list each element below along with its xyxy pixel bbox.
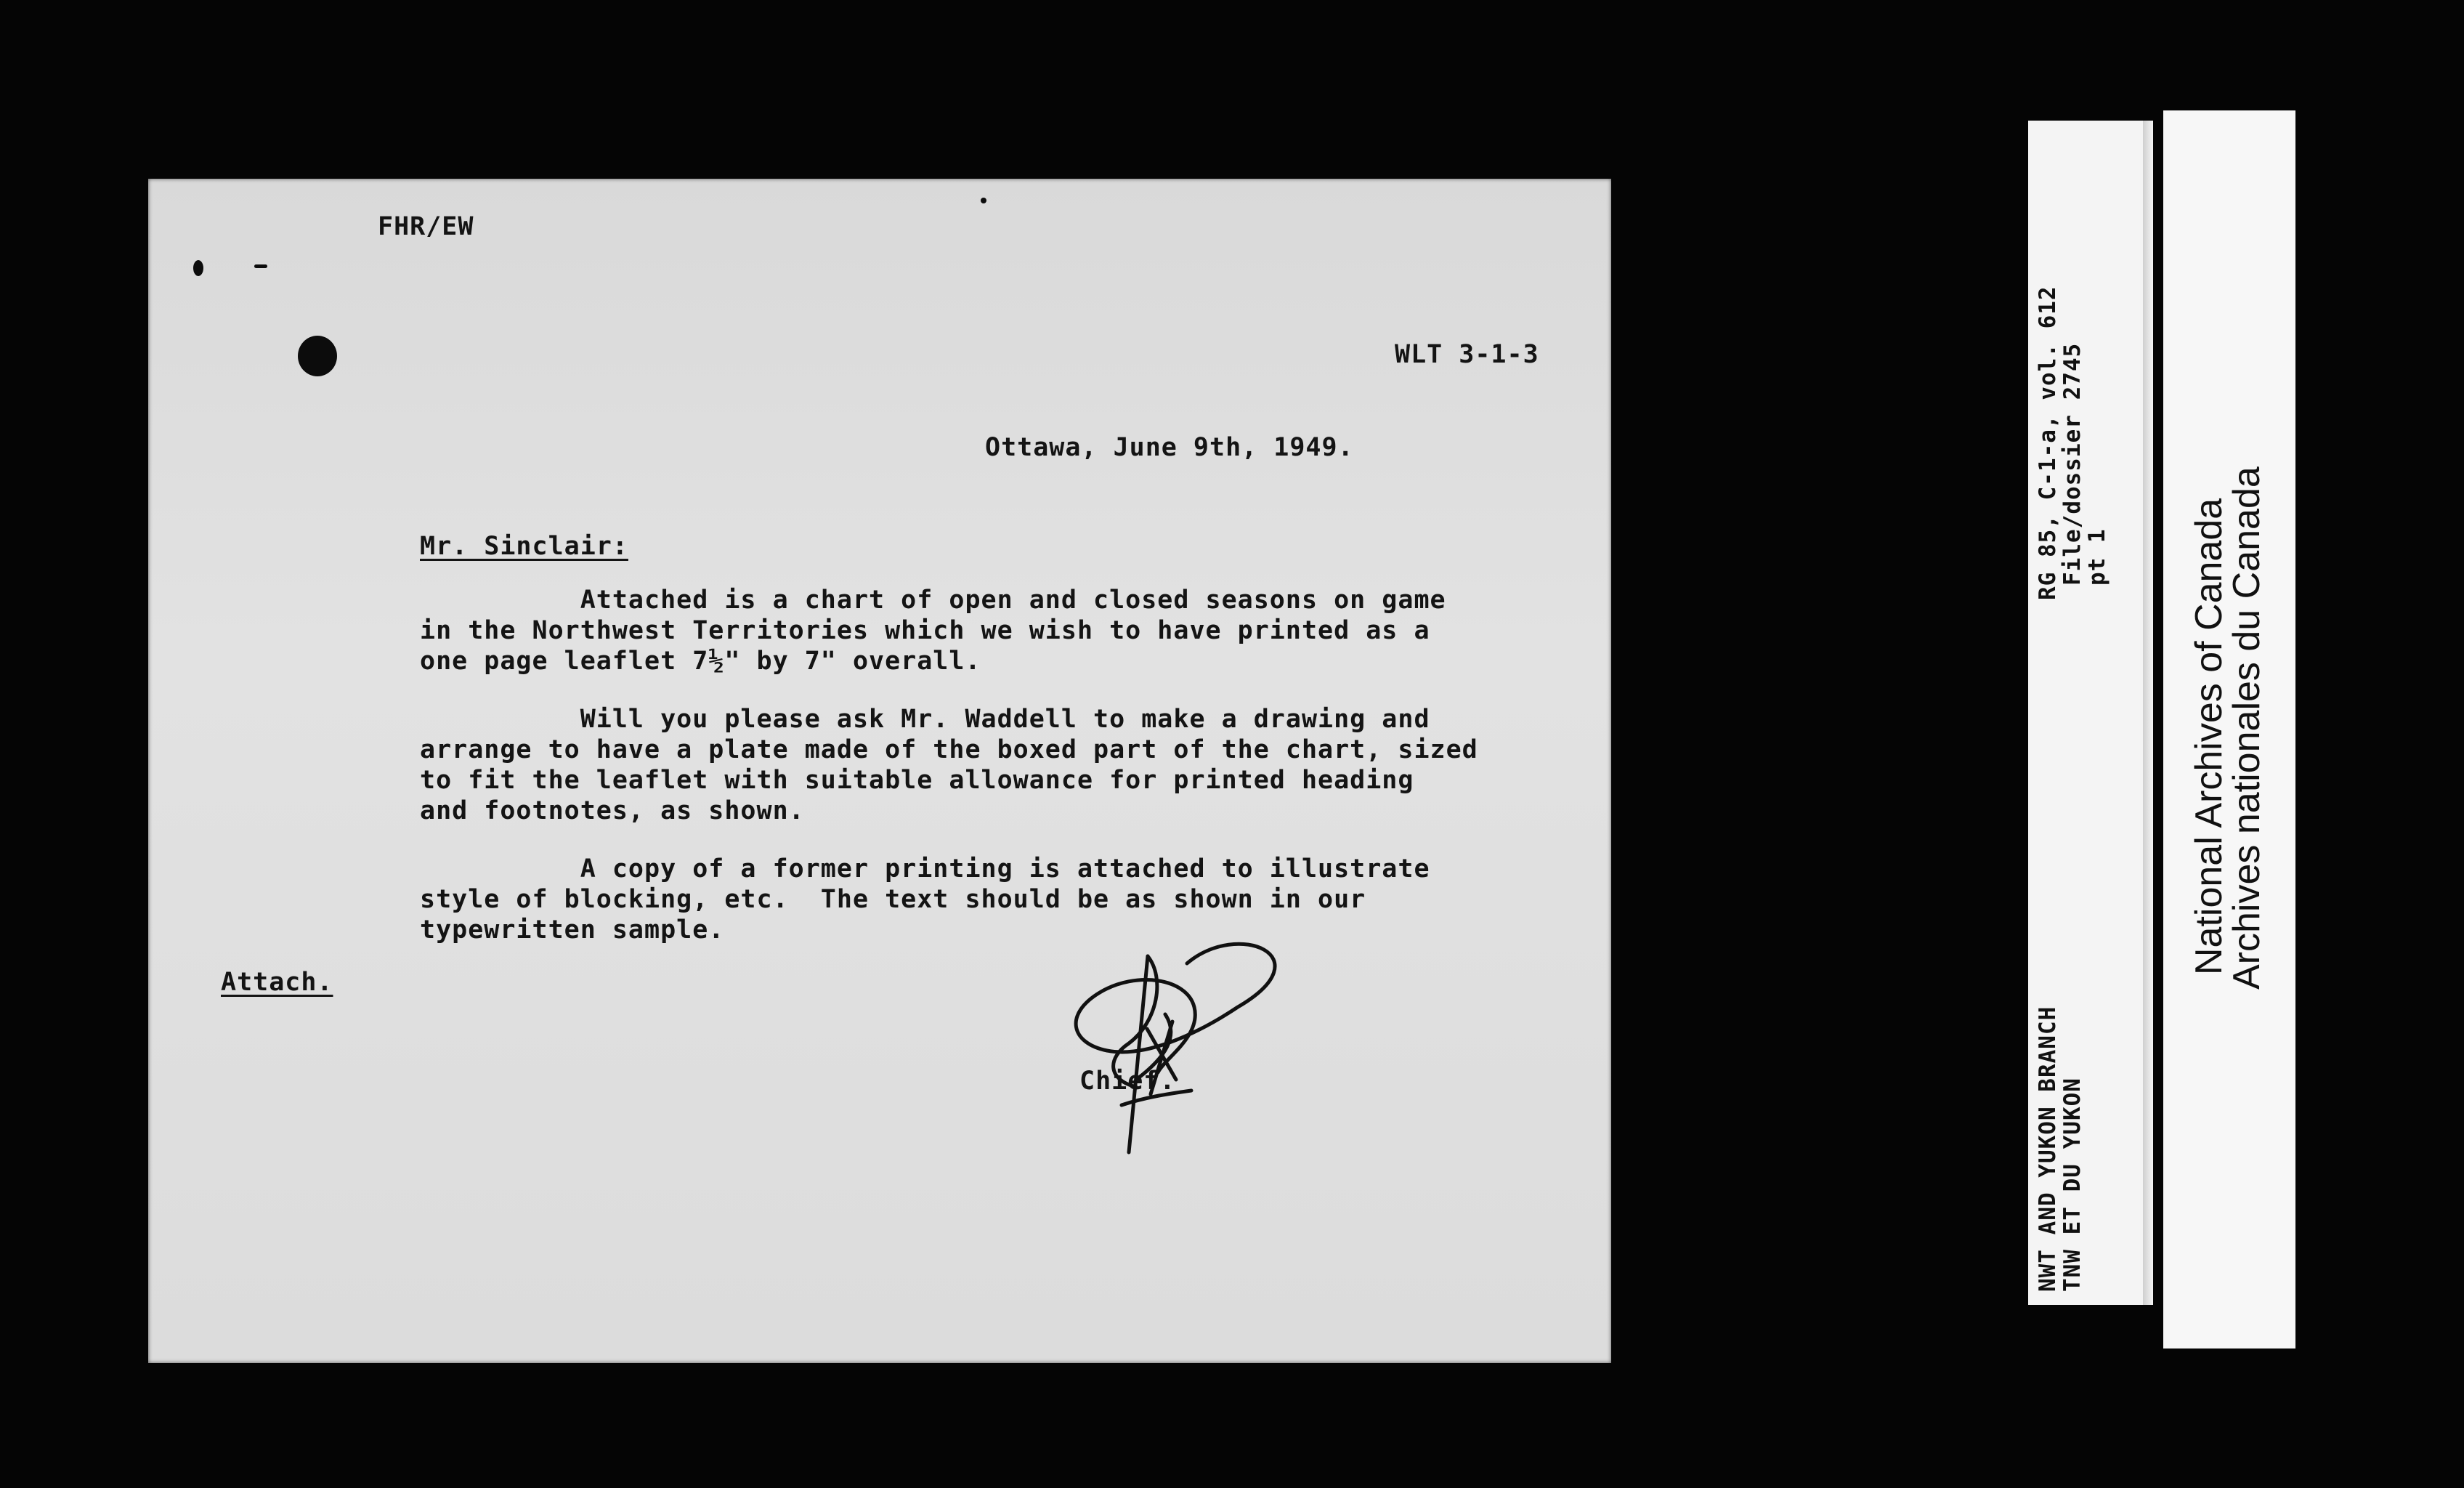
paragraph-1-line-1: Attached is a chart of open and closed seasons on game: [420, 586, 1446, 615]
archives-institution-strip: [2163, 110, 2295, 1348]
paragraph-2-line-3: to fit the leaflet with suitable allowance for printed heading: [420, 766, 1414, 795]
paragraph-1-line-2: in the Northwest Territories which we wish to have printed as a: [420, 616, 1430, 645]
paragraph-2-line-2: arrange to have a plate made of the boxed part of the chart, sized: [420, 735, 1478, 764]
ink-speck: [981, 198, 986, 203]
branch-line-2: TNW ET DU YUKON: [2059, 1077, 2086, 1292]
branch-line-1: NWT AND YUKON BRANCH: [2035, 1006, 2061, 1292]
date-line: Ottawa, June 9th, 1949.: [985, 433, 1354, 462]
archive-reference-strip: [2028, 121, 2153, 1305]
institution-name-french: Archives nationales du Canada: [2226, 466, 2268, 990]
paragraph-2-line-1: Will you please ask Mr. Waddell to make a drawing and: [420, 705, 1430, 734]
paragraph-3-line-3: typewritten sample.: [420, 915, 725, 945]
paragraph-2-line-4: and footnotes, as shown.: [420, 796, 805, 825]
file-reference: WLT 3-1-3: [1395, 340, 1539, 369]
strip-fold-shadow: [2143, 121, 2153, 1305]
institution-name-english: National Archives of Canada: [2188, 498, 2230, 975]
paragraph-1-line-3: one page leaflet 7½" by 7" overall.: [420, 647, 981, 676]
enclosure-note: Attach.: [221, 968, 333, 997]
punch-hole: [298, 336, 337, 376]
reference-line-1: RG 85, C-1-a, vol. 612: [2035, 286, 2061, 600]
signature-title: Chief.: [1079, 1067, 1176, 1096]
ink-speck: [254, 264, 267, 268]
reference-line-2: File/dossier 2745: [2059, 342, 2086, 586]
reference-line-3: pt 1: [2084, 528, 2110, 586]
paragraph-3-line-1: A copy of a former printing is attached to illustrate: [420, 854, 1430, 884]
ink-speck: [193, 260, 203, 276]
letter-page: [148, 179, 1611, 1363]
salutation: Mr. Sinclair:: [420, 532, 628, 561]
handwritten-signature: [1020, 913, 1296, 1160]
paragraph-3-line-2: style of blocking, etc. The text should be as shown in our: [420, 885, 1366, 914]
typist-initials: FHR/EW: [378, 212, 474, 241]
